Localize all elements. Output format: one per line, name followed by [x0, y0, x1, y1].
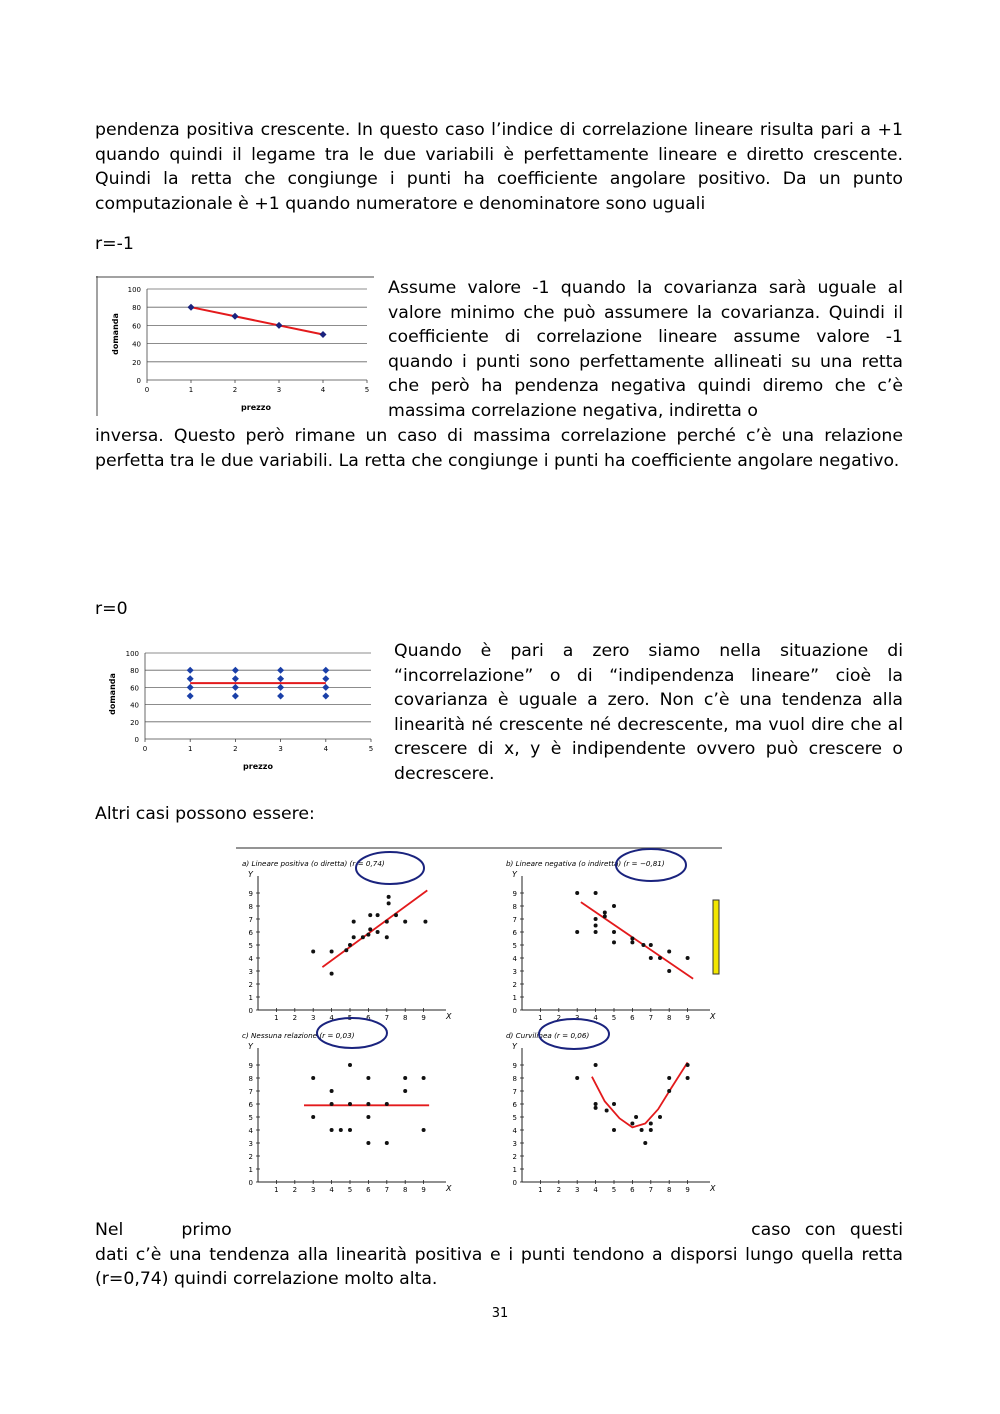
data-point [322, 693, 329, 700]
panel-title: b) Lineare negativa (o indiretta) (r = −0,81) [506, 859, 665, 868]
x-tick-label: 2 [292, 1186, 298, 1194]
final-first-line [95, 1218, 903, 1243]
correlation-examples-figure [236, 845, 726, 1201]
r-minus-one-continuation: inversa. Questo però rimane un caso di massima correlazione perché c’è una relazione perfetta tra le due variabili. La retta che congiunge i punti ha coefficiente angolare negativo. [95, 426, 903, 471]
x-tick-label: 4 [323, 745, 329, 753]
panel-title: a) Lineare positiva (o diretta) (r = 0,74) [242, 859, 385, 868]
x-tick-label: 5 [364, 386, 370, 394]
data-point [422, 1128, 426, 1132]
y-axis-label: Y [248, 870, 253, 879]
x-tick-label: 8 [666, 1014, 672, 1022]
y-tick-label: 1 [248, 994, 253, 1002]
data-point [320, 331, 327, 338]
data-point [330, 950, 334, 954]
x-tick-label: 4 [329, 1186, 334, 1194]
data-point [352, 920, 356, 924]
data-point [385, 920, 389, 924]
data-point [667, 969, 671, 973]
y-tick-label: 1 [248, 1166, 253, 1174]
data-point [603, 911, 607, 915]
y-tick-label: 6 [512, 929, 517, 937]
y-tick-label: 80 [130, 667, 139, 676]
y-tick-label: 40 [132, 340, 141, 349]
y-tick-label: 8 [512, 903, 517, 911]
word: primo [181, 1220, 232, 1240]
data-point [366, 1115, 370, 1119]
y-tick-label: 5 [248, 1114, 253, 1122]
x-tick-label: 2 [556, 1186, 562, 1194]
y-tick-label: 9 [512, 1062, 517, 1070]
y-tick-label: 0 [248, 1007, 253, 1015]
final-continuation: dati c’è una tendenza alla linearità positiva e i punti tendono a disporsi lungo quella retta (r=0,74) quindi correlazione molto alta. [95, 1244, 903, 1290]
data-point [603, 914, 607, 918]
data-point [612, 904, 616, 908]
data-point [277, 675, 284, 682]
panel-d [506, 1019, 716, 1194]
data-point [330, 1089, 334, 1093]
data-point [385, 1102, 389, 1106]
word: con [804, 1220, 836, 1240]
y-tick-label: 0 [248, 1179, 253, 1187]
xlabel: prezzo [241, 403, 271, 412]
y-axis-label: Y [512, 870, 517, 879]
data-point [387, 895, 391, 899]
x-tick-label: 3 [310, 1186, 316, 1194]
final-paragraph [95, 1218, 903, 1292]
x-tick-label: 2 [233, 745, 238, 753]
data-point [686, 1063, 690, 1067]
data-point [368, 913, 372, 917]
x-tick-label: 5 [611, 1014, 617, 1022]
x-tick-label: 9 [421, 1014, 426, 1022]
regression-line [322, 890, 427, 967]
data-point [232, 667, 239, 674]
x-tick-label: 4 [329, 1014, 334, 1022]
data-point [376, 913, 380, 917]
yellow-marker [713, 900, 719, 974]
data-point [311, 1115, 315, 1119]
x-tick-label: 1 [538, 1014, 543, 1022]
data-point [352, 935, 356, 939]
x-tick-label: 7 [648, 1186, 654, 1194]
data-point [649, 1122, 653, 1126]
data-point [658, 956, 662, 960]
data-point [594, 930, 598, 934]
data-point [594, 891, 598, 895]
chart-r-zero [96, 640, 381, 772]
data-point [348, 1102, 352, 1106]
x-tick-label: 8 [402, 1186, 408, 1194]
x-tick-label: 1 [274, 1186, 279, 1194]
data-point [686, 956, 690, 960]
word: caso [751, 1220, 791, 1240]
data-point [366, 1076, 370, 1080]
xlabel: prezzo [243, 762, 273, 771]
data-point [322, 684, 329, 691]
intro-paragraph: pendenza positiva crescente. In questo caso l’indice di correlazione lineare risulta pari a +1 quando quindi il legame tra le due variabili è perfettamente lineare e diretto crescente. Quindi la retta che congiunge i punti ha coefficiente angolare positivo. Da un punto computazionale è +1 quando numeratore e denominatore sono uguali [95, 120, 903, 214]
data-point [575, 930, 579, 934]
y-tick-label: 4 [512, 955, 517, 963]
data-point [339, 1128, 343, 1132]
data-point [348, 1128, 352, 1132]
y-tick-label: 9 [248, 890, 253, 898]
y-tick-label: 0 [134, 736, 139, 744]
y-axis-label: Y [248, 1042, 253, 1051]
y-tick-label: 60 [130, 684, 139, 693]
x-tick-label: 5 [347, 1186, 353, 1194]
x-tick-label: 6 [630, 1014, 635, 1022]
y-tick-label: 1 [512, 1166, 517, 1174]
highlight-ellipse [356, 852, 424, 884]
x-tick-label: 0 [144, 386, 150, 394]
data-point [348, 943, 352, 947]
y-tick-label: 0 [512, 1179, 517, 1187]
data-point [594, 1106, 598, 1110]
y-tick-label: 1 [512, 994, 517, 1002]
y-tick-label: 8 [248, 1075, 253, 1083]
x-axis-label: X [446, 1012, 452, 1021]
y-axis-label: Y [512, 1042, 517, 1051]
data-point [187, 693, 194, 700]
series-line [191, 307, 323, 334]
y-tick-label: 7 [248, 1088, 253, 1096]
y-tick-label: 8 [512, 1075, 517, 1083]
data-point [649, 956, 653, 960]
x-tick-label: 1 [188, 386, 194, 394]
data-point [277, 693, 284, 700]
data-point [612, 1102, 616, 1106]
x-tick-label: 3 [574, 1014, 580, 1022]
y-tick-label: 5 [248, 942, 253, 950]
word: Nel [95, 1220, 124, 1240]
data-point [311, 950, 315, 954]
data-point [630, 940, 634, 944]
data-point [612, 1128, 616, 1132]
data-point [330, 1128, 334, 1132]
x-tick-label: 7 [384, 1014, 390, 1022]
y-tick-label: 100 [125, 650, 139, 658]
x-tick-label: 6 [366, 1186, 371, 1194]
y-tick-label: 3 [512, 1140, 517, 1148]
x-tick-label: 7 [648, 1014, 654, 1022]
chart-r-minus-one [96, 276, 376, 418]
data-point [376, 930, 380, 934]
y-tick-label: 7 [512, 916, 517, 924]
data-point [630, 1122, 634, 1126]
r-zero-label: r=0 [95, 599, 128, 619]
y-tick-label: 2 [512, 981, 517, 989]
y-tick-label: 3 [512, 968, 517, 976]
y-tick-label: 4 [248, 1127, 253, 1135]
regression-line [581, 902, 693, 979]
r-minus-one-description: Assume valore -1 quando la covarianza sarà uguale al valore minimo che può assumere la covarianza. Quindi il coefficiente di correlazione lineare assume valore -1 quando i punti sono perfettamente allineati su una retta che però ha pendenza negativa quindi diremo che c’è massima correlazione negativa, indiretta o [388, 278, 903, 421]
data-point [403, 920, 407, 924]
panel-a [242, 852, 452, 1022]
panel-c [242, 1018, 452, 1194]
x-tick-label: 2 [232, 386, 238, 394]
x-tick-label: 1 [274, 1014, 279, 1022]
data-point [594, 1063, 598, 1067]
data-point [330, 1102, 334, 1106]
panel-title: c) Nessuna relazione (r = 0,03) [242, 1031, 355, 1040]
data-point [232, 675, 239, 682]
word: questi [849, 1220, 903, 1240]
x-tick-label: 8 [666, 1186, 672, 1194]
data-point [311, 1076, 315, 1080]
y-tick-label: 4 [512, 1127, 517, 1135]
x-tick-label: 7 [384, 1186, 390, 1194]
data-point [594, 1102, 598, 1106]
y-tick-label: 5 [512, 942, 517, 950]
data-point [187, 684, 194, 691]
data-point [423, 920, 427, 924]
page-number: 31 [491, 1306, 509, 1321]
data-point [277, 684, 284, 691]
y-tick-label: 2 [248, 1153, 253, 1161]
data-point [649, 943, 653, 947]
data-point [658, 1115, 662, 1119]
data-point [394, 913, 398, 917]
data-point [649, 1128, 653, 1132]
data-point [686, 1076, 690, 1080]
x-tick-label: 5 [347, 1014, 353, 1022]
data-point [612, 930, 616, 934]
data-point [361, 935, 365, 939]
x-tick-label: 2 [292, 1014, 298, 1022]
x-axis-label: X [710, 1184, 716, 1193]
y-tick-label: 80 [132, 304, 141, 313]
data-point [276, 322, 283, 329]
y-tick-label: 2 [512, 1153, 517, 1161]
data-point [366, 933, 370, 937]
data-point [187, 675, 194, 682]
y-tick-label: 20 [130, 718, 139, 727]
data-point [605, 1109, 609, 1113]
data-point [232, 684, 239, 691]
panel-b [506, 849, 716, 1022]
r-zero-description: Quando è pari a zero siamo nella situazione di “incorrelazione” o di “indipendenza lineare” cioè la covarianza è uguale a zero. Non c’è una tendenza alla linearità né crescente né decrescente, ma vuol dire che al crescere di x, y è indipendente ovvero può crescere o decrescere. [394, 641, 903, 784]
data-point [277, 667, 284, 674]
data-point [322, 667, 329, 674]
data-point [232, 313, 239, 320]
x-tick-label: 4 [320, 386, 326, 394]
y-tick-label: 6 [248, 929, 253, 937]
data-point [575, 891, 579, 895]
data-point [594, 924, 598, 928]
data-point [634, 1115, 638, 1119]
data-point [187, 667, 194, 674]
data-point [594, 917, 598, 921]
x-tick-label: 4 [593, 1186, 598, 1194]
y-tick-label: 6 [248, 1101, 253, 1109]
data-point [640, 1128, 644, 1132]
x-tick-label: 5 [611, 1186, 617, 1194]
ylabel: domanda [108, 673, 117, 715]
x-tick-label: 9 [421, 1186, 426, 1194]
data-point [330, 972, 334, 976]
data-point [575, 1076, 579, 1080]
y-tick-label: 8 [248, 903, 253, 911]
data-point [366, 1102, 370, 1106]
data-point [385, 1141, 389, 1145]
panel-title: d) Curvilinea (r = 0,06) [506, 1031, 590, 1040]
x-axis-label: X [710, 1012, 716, 1021]
data-point [630, 937, 634, 941]
data-point [641, 943, 645, 947]
data-point [232, 693, 239, 700]
x-tick-label: 3 [276, 386, 282, 394]
y-tick-label: 60 [132, 322, 141, 331]
y-tick-label: 9 [512, 890, 517, 898]
data-point [667, 1089, 671, 1093]
r-minus-one-label: r=-1 [95, 234, 134, 254]
x-tick-label: 3 [310, 1014, 316, 1022]
x-tick-label: 3 [574, 1186, 580, 1194]
data-point [385, 935, 389, 939]
ylabel: domanda [111, 313, 120, 355]
y-tick-label: 2 [248, 981, 253, 989]
data-point [403, 1089, 407, 1093]
y-tick-label: 3 [248, 968, 253, 976]
x-tick-label: 5 [368, 745, 374, 753]
x-tick-label: 6 [630, 1186, 635, 1194]
data-point [366, 1141, 370, 1145]
data-point [188, 304, 195, 311]
y-tick-label: 20 [132, 358, 141, 367]
x-tick-label: 9 [685, 1014, 690, 1022]
x-tick-label: 6 [366, 1014, 371, 1022]
data-point [344, 948, 348, 952]
y-tick-label: 9 [248, 1062, 253, 1070]
x-tick-label: 1 [187, 745, 193, 753]
data-point [667, 950, 671, 954]
y-tick-label: 7 [512, 1088, 517, 1096]
data-point [322, 675, 329, 682]
data-point [368, 927, 372, 931]
y-tick-label: 0 [136, 377, 141, 385]
x-tick-label: 0 [142, 745, 148, 753]
data-point [422, 1076, 426, 1080]
y-tick-label: 7 [248, 916, 253, 924]
regression-curve [592, 1062, 688, 1127]
data-point [387, 901, 391, 905]
data-point [667, 1076, 671, 1080]
altri-casi-text: Altri casi possono essere: [95, 804, 315, 824]
x-tick-label: 4 [593, 1014, 598, 1022]
x-tick-label: 1 [538, 1186, 543, 1194]
y-tick-label: 4 [248, 955, 253, 963]
x-tick-label: 2 [556, 1014, 562, 1022]
y-tick-label: 0 [512, 1007, 517, 1015]
y-tick-label: 40 [130, 701, 139, 710]
data-point [612, 940, 616, 944]
data-point [403, 1076, 407, 1080]
x-axis-label: X [446, 1184, 452, 1193]
y-tick-label: 100 [127, 286, 141, 294]
x-tick-label: 9 [685, 1186, 690, 1194]
x-tick-label: 3 [278, 745, 283, 753]
y-tick-label: 3 [248, 1140, 253, 1148]
data-point [348, 1063, 352, 1067]
y-tick-label: 6 [512, 1101, 517, 1109]
x-tick-label: 8 [402, 1014, 408, 1022]
y-tick-label: 5 [512, 1114, 517, 1122]
data-point [643, 1141, 647, 1145]
